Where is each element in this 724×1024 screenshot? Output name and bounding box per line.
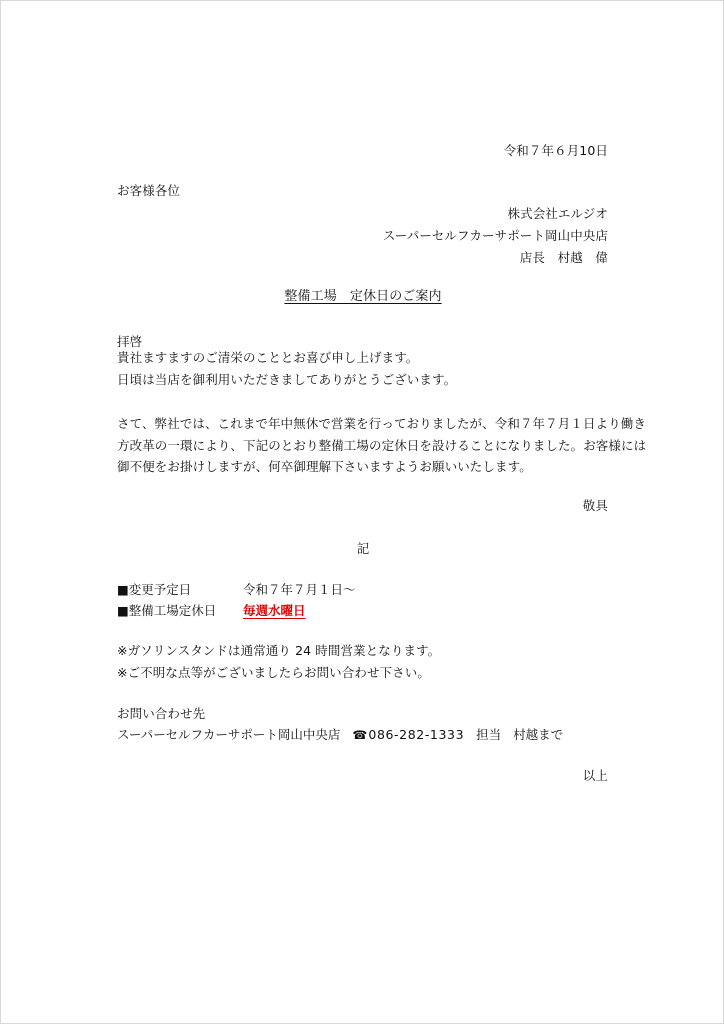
contact-phone-number: 086-282-1333 — [368, 727, 465, 742]
contact-store: スーパーセルフカーサポート岡山中央店 — [117, 727, 341, 742]
main-paragraph — [117, 413, 647, 478]
greeting-line: 貴社ますますのご清栄のこととお喜び申し上げます。 — [117, 350, 419, 365]
note-line: ※ご不明な点等がございましたらお問い合わせ下さい。 — [117, 665, 430, 680]
change-date-value: 令和７年７月１日～ — [243, 582, 356, 597]
contact-heading: お問い合わせ先 — [117, 706, 206, 721]
change-date-label: ■変更予定日 — [117, 582, 192, 597]
main-paragraph-line: さて、弊社では、これまで年中無休で営業を行っておりましたが、令和７年７月１日より働き — [117, 416, 646, 431]
closed-day-value: 毎週水曜日 — [243, 603, 306, 618]
greeting-block — [117, 347, 617, 390]
sender-company: 株式会社エルジオ — [507, 206, 608, 221]
contact-line — [117, 727, 563, 743]
main-paragraph-line: 方改革の一環により、下記のとおり整備工場の定休日を設けることになりました。お客様には — [117, 437, 647, 453]
recipient: お客様各位 — [117, 183, 181, 198]
main-paragraph-line: 御不便をお掛けしますが、何卒御理解下さいますようお願いいたします。 — [117, 459, 532, 474]
sender-store: スーパーセルフカーサポート岡山中央店 — [382, 228, 608, 243]
notice-heading: 記 — [356, 541, 370, 556]
document-date: 令和７年６月10日 — [503, 143, 608, 158]
opening-word: 拝啓 — [117, 334, 143, 349]
closed-day-label: ■整備工場定休日 — [117, 603, 217, 618]
contact-person-label: 担当 — [476, 727, 502, 742]
contact-person: 村越まで — [513, 727, 564, 742]
closing-word: 敬具 — [582, 498, 608, 513]
sender-manager: 店長 村越 偉 — [519, 250, 608, 265]
note-line: ※ガソリンスタンドは通常通り 24 時間営業となります。 — [117, 643, 441, 658]
document-end: 以上 — [582, 768, 608, 783]
document-title: 整備工場 定休日のご案内 — [284, 289, 442, 304]
greeting-line: 日頃は当店を御利用いただきましてありがとうございます。 — [117, 371, 457, 387]
phone-icon: ☎ — [352, 728, 368, 742]
